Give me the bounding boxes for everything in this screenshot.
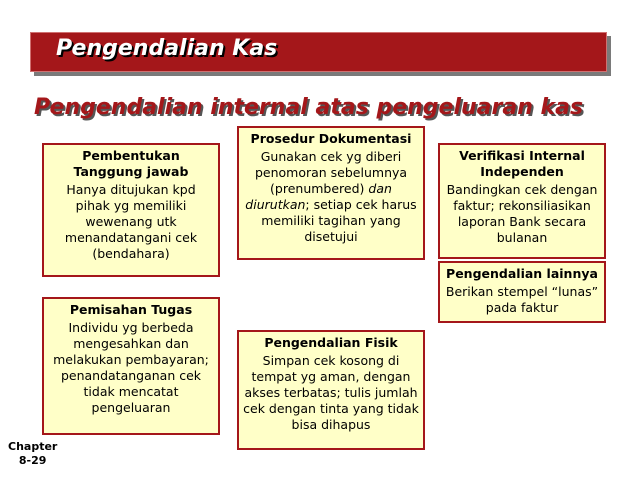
chapter-number: 8-29 — [18, 453, 47, 467]
box-heading: Pemisahan Tugas — [69, 302, 193, 317]
box-body-part: Gunakan cek yg diberi penomoran sebelumnya (prenumbered) — [254, 149, 408, 196]
box-body: Berikan stempel “lunas” pada faktur — [445, 284, 599, 315]
chapter-label: Chapter — [8, 440, 58, 453]
box-pembentukan-tanggung-jawab — [42, 143, 220, 277]
box-body-emphasis: dan diurutkan — [245, 181, 392, 212]
box-body: Individu yg berbeda mengesahkan dan melakukan pembayaran; penandatanganan cek tidak mencatat pengeluaran — [53, 320, 209, 415]
box-verifikasi-internal — [438, 143, 606, 259]
box-heading: Prosedur Dokumentasi — [250, 131, 412, 146]
box-body: Simpan cek kosong di tempat yg aman, dengan akses terbatas; tulis jumlah cek dengan tinta yang tidak bisa dihapus — [243, 353, 419, 432]
box-pemisahan-tugas — [42, 297, 220, 435]
box-heading: Pembentukan Tanggung jawab — [73, 148, 189, 179]
chapter-footer — [8, 440, 57, 468]
box-body: Bandingkan cek dengan faktur; rekonsiliasikan laporan Bank secara bulanan — [446, 182, 598, 245]
box-heading: Pengendalian Fisik — [264, 335, 398, 350]
box-body-part: ; setiap cek harus memiliki tagihan yang disetujui — [261, 197, 417, 244]
box-pengendalian-fisik — [237, 330, 425, 450]
box-body: Hanya ditujukan kpd pihak yg memiliki wewenang utk menandatangani cek (bendahara) — [64, 182, 198, 261]
box-body — [243, 149, 419, 245]
box-heading: Verifikasi Internal Independen — [459, 148, 585, 179]
box-heading: Pengendalian lainnya — [446, 266, 598, 281]
slide-subtitle: Pengendalian internal atas pengeluaran kas — [34, 95, 584, 120]
slide-title: Pengendalian Kas — [56, 36, 278, 61]
box-pengendalian-lainnya — [438, 261, 606, 323]
box-prosedur-dokumentasi — [237, 126, 425, 260]
